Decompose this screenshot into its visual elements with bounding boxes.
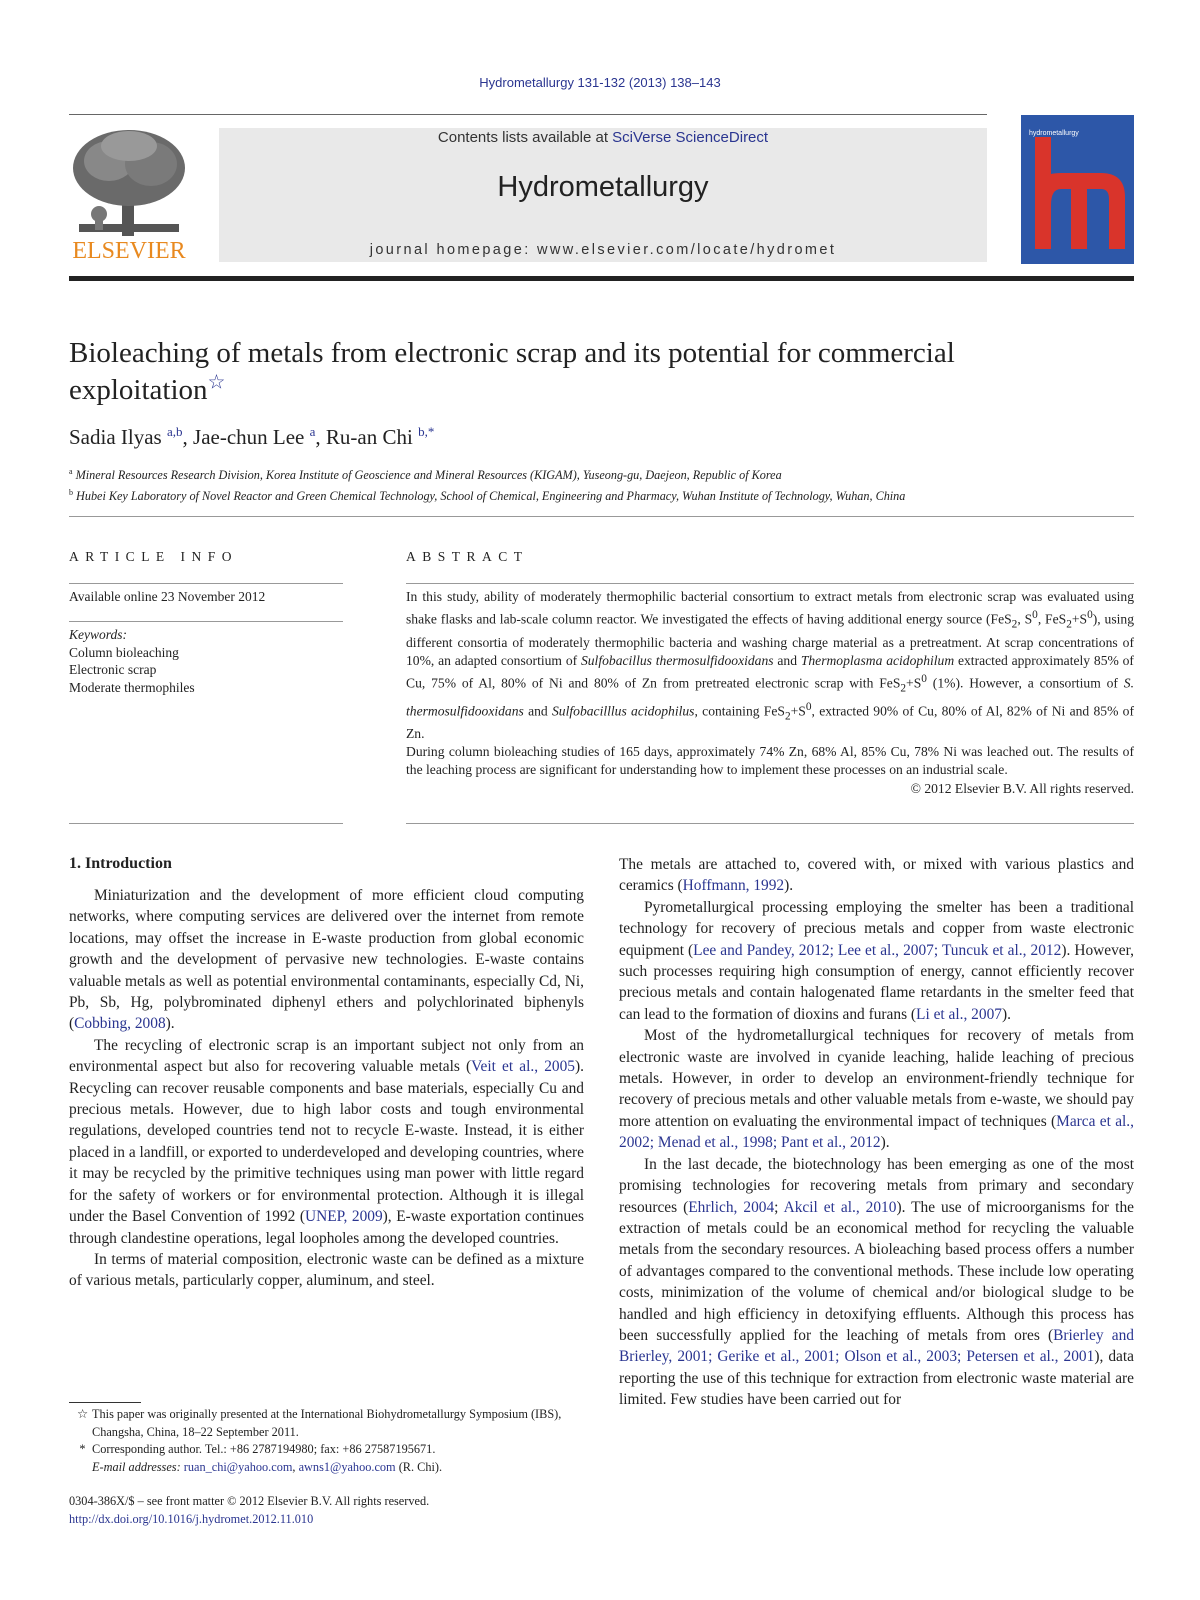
affiliation-mark: a bbox=[69, 467, 73, 476]
keyword: Column bioleaching bbox=[69, 644, 179, 660]
journal-name: Hydrometallurgy bbox=[497, 171, 709, 203]
paragraph: The metals are attached to, covered with, or mixed with various plastics and ceramics (Hoffmann, 1992). bbox=[619, 856, 1134, 895]
author-1-name[interactable]: Sadia Ilyas bbox=[69, 425, 162, 449]
citation-link[interactable]: UNEP, 2009 bbox=[304, 1208, 383, 1226]
paragraph: Pyrometallurgical processing employing the smelter has been a traditional technology for recovery of precious metals and copper from waste electronic equipment (Lee and Pandey, 2012; Lee et al., 2007; Tuncuk et al., 2012). However, such processes requiring high consumption of energy, cannot efficiently recover precious metals and contain halogenated flame retardants in the smelter feed that can lead to the formation of dioxins and furans (Li et al., 2007). bbox=[619, 898, 1134, 1023]
divider bbox=[69, 583, 343, 584]
journal-homepage-link[interactable]: journal homepage: www.elsevier.com/locate/hydromet bbox=[369, 242, 837, 258]
citation-link[interactable]: Veit et al., 2005 bbox=[471, 1058, 576, 1076]
affiliation-text: Hubei Key Laboratory of Novel Reactor and Green Chemical Technology, School of Chemical, Engineering and Pharmacy, Wuhan Institute of Technology, Wuhan, China bbox=[76, 489, 906, 504]
footnote-text: This paper was originally presented at the International Biohydrometallurgy Symposium (IBS), Changsha, China, 18–22 September 2011. bbox=[92, 1407, 562, 1439]
abstract-heading: ABSTRACT bbox=[406, 549, 529, 564]
author-2-name[interactable]: Jae-chun Lee bbox=[193, 425, 305, 449]
keywords-block bbox=[69, 626, 195, 696]
affiliations bbox=[69, 463, 1134, 505]
author-3-name[interactable]: Ru-an Chi bbox=[325, 425, 413, 449]
citation-link[interactable]: Ehrlich, 2004 bbox=[688, 1198, 775, 1216]
paragraph: The recycling of electronic scrap is an important subject not only from an environmental aspect but also for recovering valuable metals (Veit et al., 2005). Recycling can recover reusable components and base materials, especially Cu and precious metals. However, due to high labor costs and tough environmental regulations, developed countries tend not to recycle E-waste. Instead, it is either placed in a landfill, or exported to underdeveloped and developing countries, where it may be recycled by the primitive techniques using man power with little regard for the safety of workers or for environmental protection. Although it is illegal under the Basel Convention of 1992 (UNEP, 2009), E-waste exportation continues through clandestine operations, legal loopholes among the developed countries. bbox=[69, 1036, 584, 1247]
author-separator: , bbox=[182, 425, 194, 449]
footnote-star bbox=[69, 1406, 589, 1441]
footnote-emails: E-mail addresses: ruan_chi@yahoo.com, awns1@yahoo.com (R. Chi). bbox=[92, 1459, 443, 1474]
citation-link[interactable]: Brierley and Brierley, 2001; Gerike et al., 2001; Olson et al., 2003; Petersen et al., 2001 bbox=[619, 1326, 1134, 1366]
citation-link[interactable]: Marca et al., 2002; Menad et al., 1998; Pant et al., 2012 bbox=[619, 1112, 1134, 1152]
keyword: Electronic scrap bbox=[69, 662, 157, 677]
email-suffix: (R. Chi). bbox=[395, 1459, 443, 1474]
author-1-affil-mark[interactable]: a,b bbox=[166, 424, 183, 439]
title-footnote-star[interactable]: ☆ bbox=[207, 371, 226, 394]
paragraph: Miniaturization and the development of more efficient cloud computing networks, where computing services are delivered over the internet from remote locations, may offset the increase in E-waste production from global economic growth and the development of pervasive new technologies. E-waste contains valuable metals as well as potential environmental contaminants, especially Cd, Ni, Pb, Sb, Hg, polybrominated diphenyl ethers and polychlorinated biphenyls (Cobbing, 2008). bbox=[69, 887, 584, 1033]
divider bbox=[69, 516, 1134, 517]
author-separator: , bbox=[315, 425, 326, 449]
sciencedirect-link[interactable]: SciVerse ScienceDirect bbox=[612, 129, 769, 146]
doi-link[interactable]: http://dx.doi.org/10.1016/j.hydromet.2012.11.010 bbox=[69, 1511, 314, 1526]
divider bbox=[406, 823, 1134, 824]
footnotes bbox=[69, 1406, 589, 1476]
section-heading-introduction: 1. Introduction bbox=[69, 855, 172, 872]
footnote-corresponding bbox=[69, 1441, 589, 1459]
available-online-date: Available online 23 November 2012 bbox=[69, 589, 266, 604]
copyright-line: © 2012 Elsevier B.V. All rights reserved. bbox=[910, 780, 1134, 796]
header-thick-rule bbox=[69, 276, 1134, 281]
asterisk-icon: * bbox=[79, 1442, 86, 1456]
paragraph: Most of the hydrometallurgical techniques for recovery of metals from electronic waste are involved in cyanide leaching, halide leaching of precious metals. However, in order to develop an environment-friendly technique for recovery of precious metals and other valuable metals from e-waste, we should pay more attention on evaluating the environmental impact of techniques (Marca et al., 2002; Menad et al., 1998; Pant et al., 2012). bbox=[619, 1027, 1134, 1152]
citation-link[interactable]: Li et al., 2007 bbox=[916, 1005, 1002, 1023]
keyword: Moderate thermophiles bbox=[69, 679, 195, 695]
contents-prefix: Contents lists available at bbox=[437, 129, 613, 146]
cover-h-m-graphic bbox=[1021, 115, 1134, 264]
abstract-paragraph-1: In this study, ability of moderately thermophilic bacterial consortium to extract metals from electronic scrap was evaluated using shake flasks and lab-scale column reactor. We investigated the effects of having additional energy source (FeS$_2$, $S^0$, $FeS_2+S^0$), using different consortia of moderately thermophilic bacteria and washing charge material as a pretreatment. At scrap concentrations of 10%, an adapted consortium of Sulfobacillus thermosulfidooxidans and Thermoplasma acidophilum extracted approximately 85% of Cu, 75% of Al, 80% of Ni and 80% of Zn from pretreated electronic scrap with $FeS_2+S^0$ (1%). However, a consortium of S. thermosulfidooxidans and Sulfobacilllus acidophilus, containing $FeS_2+S^0$, extracted 90% of Cu, 80% of Al, 82% of Ni and 85% of Zn. bbox=[406, 589, 1134, 741]
journal-citation[interactable]: Hydrometallurgy 131-132 (2013) 138–143 bbox=[479, 75, 721, 90]
star-icon: ☆ bbox=[76, 1407, 89, 1421]
body-column-right bbox=[619, 854, 1134, 1411]
abstract-paragraph-2: During column bioleaching studies of 165 days, approximately 74% Zn, 68% Al, 85% Cu, 78% Ni was leached out. The results of the leaching process are significant for understanding how to implement these processes on an industrial scale. bbox=[406, 744, 1134, 778]
affiliation-text: Mineral Resources Research Division, Korea Institute of Geoscience and Mineral Resources (KIGAM), Yuseong-gu, Daejeon, Republic of Korea bbox=[75, 468, 782, 483]
paragraph: In terms of material composition, electronic waste can be defined as a mixture of various metals, particularly copper, aluminum, and steel. bbox=[69, 1250, 584, 1290]
email-link-2[interactable]: awns1@yahoo.com bbox=[298, 1459, 396, 1474]
article-title bbox=[69, 335, 969, 409]
citation-link[interactable]: Hoffmann, 1992 bbox=[682, 877, 785, 895]
author-3-affil-mark[interactable]: b,* bbox=[418, 424, 435, 439]
paragraph: In the last decade, the biotechnology has been emerging as one of the most promising technologies for recovering metals from primary and secondary resources (Ehrlich, 2004; Akcil et al., 2010). The use of microorganisms for the extraction of metals could be an economical method for recycling the valuable metals from the secondary resources. A bioleaching based process offers a number of advantages compared to the conventional methods. These include low operating costs, minimization of the volume of chemical and/or biological sludge to be handled and high efficiency in detoxifying effluents. Although this process has been successfully applied for the leaching of metals from ores (Brierley and Brierley, 2001; Gerike et al., 2001; Olson et al., 2003; Petersen et al., 2001), data reporting the use of this technique for extraction from electronic waste material are limited. Few studies have been carried out for bbox=[619, 1155, 1134, 1409]
article-info-heading: ARTICLE INFO bbox=[69, 549, 239, 564]
top-rule bbox=[69, 114, 987, 115]
citation-link[interactable]: Lee and Pandey, 2012; Lee et al., 2007; Tuncuk et al., 2012 bbox=[693, 941, 1062, 959]
front-matter bbox=[69, 1493, 429, 1528]
email-label: E-mail addresses: bbox=[92, 1459, 181, 1474]
cover-title: hydrometallurgy bbox=[1029, 130, 1079, 137]
citation-link[interactable]: Cobbing, 2008 bbox=[74, 1015, 166, 1033]
article-title-text: Bioleaching of metals from electronic scrap and its potential for commercial exploitation bbox=[69, 337, 955, 406]
affiliation-b bbox=[69, 484, 1134, 505]
author-list bbox=[69, 424, 434, 450]
keywords-label: Keywords: bbox=[69, 627, 127, 642]
footnote-rule bbox=[69, 1402, 141, 1403]
email-link-1[interactable]: ruan_chi@yahoo.com bbox=[183, 1459, 293, 1474]
abstract-body bbox=[406, 588, 1134, 798]
elsevier-wordmark: ELSEVIER bbox=[72, 238, 186, 264]
journal-cover-image[interactable] bbox=[1021, 115, 1134, 264]
divider bbox=[69, 621, 343, 622]
divider bbox=[69, 823, 343, 824]
divider bbox=[406, 583, 1134, 584]
issn-line: 0304-386X/$ – see front matter © 2012 Elsevier B.V. All rights reserved. bbox=[69, 1494, 430, 1508]
footnote-text: Corresponding author. Tel.: +86 2787194980; fax: +86 27587195671. bbox=[92, 1442, 436, 1456]
affiliation-a bbox=[69, 463, 1134, 484]
affiliation-mark: b bbox=[69, 488, 73, 498]
author-2-affil-mark[interactable]: a bbox=[309, 424, 316, 439]
citation-link[interactable]: Akcil et al., 2010 bbox=[783, 1198, 897, 1216]
contents-line bbox=[219, 129, 987, 146]
body-column-left bbox=[69, 885, 584, 1292]
